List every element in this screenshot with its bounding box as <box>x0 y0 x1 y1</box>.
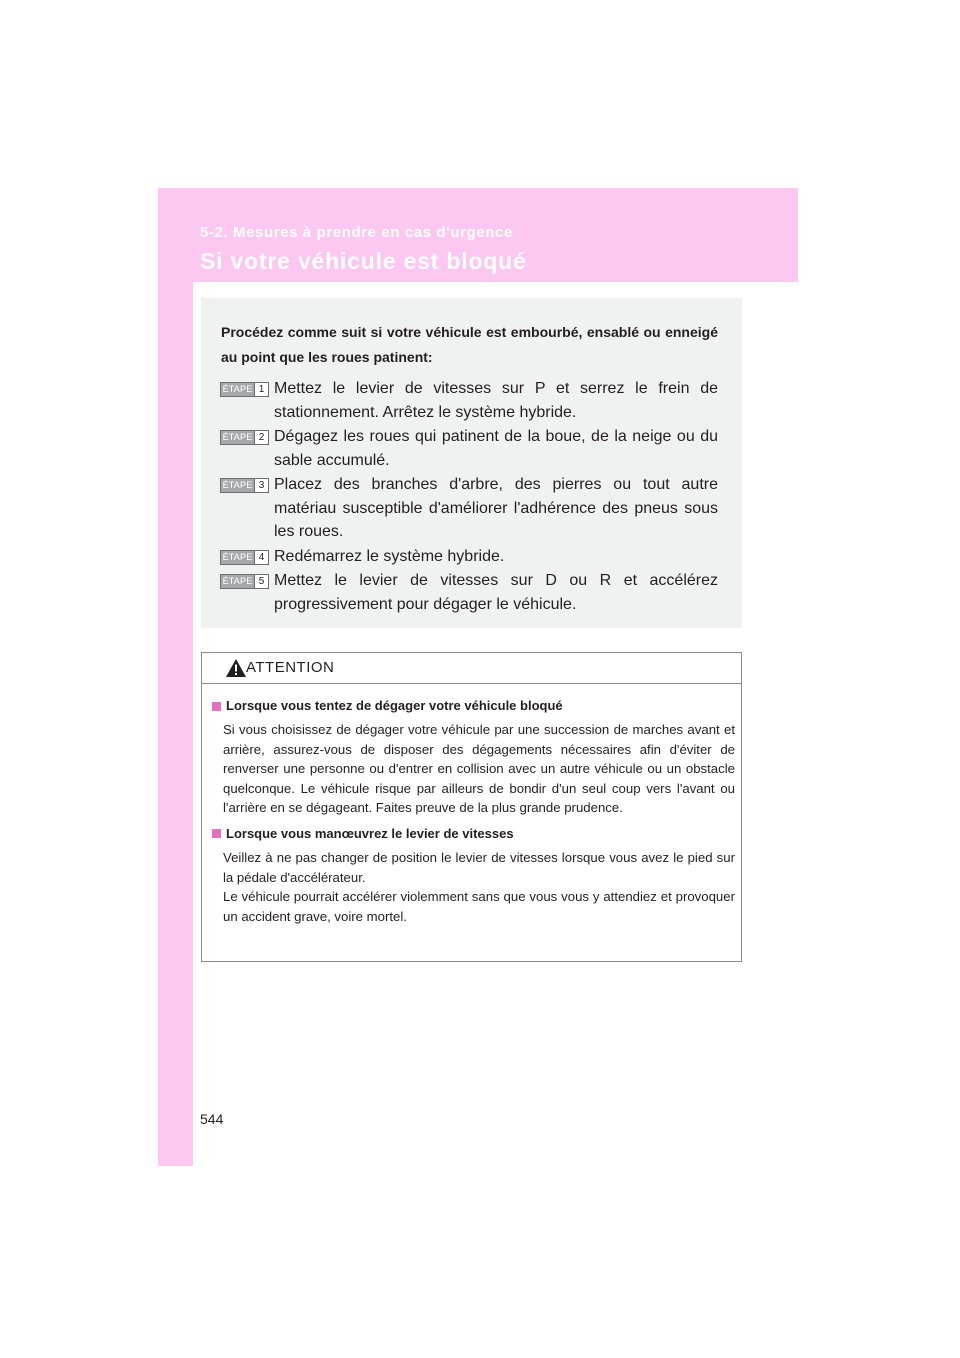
warning-heading: Lorsque vous tentez de dégager votre véhicule bloqué <box>226 698 563 713</box>
step-text: Dégagez les roues qui patinent de la boue, de la neige ou du sable accumulé. <box>274 428 718 469</box>
warning-heading-row <box>212 824 735 844</box>
step-badge <box>220 574 269 589</box>
square-bullet-icon <box>212 702 221 711</box>
step-number: 5 <box>254 575 268 588</box>
step-badge <box>220 550 269 565</box>
step-number: 4 <box>254 551 268 564</box>
step-5 <box>220 569 718 616</box>
step-text: Mettez le levier de vitesses sur P et serrez le frein de stationnement. Arrêtez le système hybride. <box>274 380 718 421</box>
section-label: 5-2. Mesures à prendre en cas d'urgence <box>200 224 513 241</box>
procedure-intro: Procédez comme suit si votre véhicule est embourbé, ensablé ou enneigé au point que les roues patinent: <box>221 324 718 365</box>
step-number: 3 <box>254 479 268 492</box>
procedure-box <box>201 298 742 628</box>
side-strip <box>158 188 193 1166</box>
warning-heading: Lorsque vous manœuvrez le levier de vitesses <box>226 825 514 841</box>
step-text: Mettez le levier de vitesses sur D ou R et accélérez progressivement pour dégager le véhicule. <box>274 572 718 613</box>
step-word: ÉTAPE <box>222 576 253 586</box>
step-text: Placez des branches d'arbre, des pierres ou tout autre matériau susceptible d'améliorer l'adhérence des pneus sous les roues. <box>274 476 718 540</box>
step-badge <box>220 430 269 445</box>
step-word: ÉTAPE <box>222 480 253 490</box>
warning-heading-row <box>212 696 735 716</box>
warning-text: Le véhicule pourrait accélérer violemment sans que vous vous y attendiez et provoquer un accident grave, voire mortel. <box>223 889 735 924</box>
page-title: Si votre véhicule est bloqué <box>200 248 527 274</box>
warning-item <box>212 824 735 926</box>
step-4 <box>220 545 718 569</box>
step-number: 1 <box>254 383 268 396</box>
attention-box <box>201 652 742 962</box>
attention-title: ATTENTION <box>246 659 335 676</box>
warning-triangle-icon <box>225 658 247 678</box>
attention-body <box>202 684 741 926</box>
step-2 <box>220 425 718 472</box>
page-number: 544 <box>200 1111 224 1127</box>
step-word: ÉTAPE <box>222 432 253 442</box>
square-bullet-icon <box>212 829 221 838</box>
attention-header <box>202 653 741 684</box>
step-text: Redémarrez le système hybride. <box>274 547 505 565</box>
step-word: ÉTAPE <box>222 551 253 562</box>
step-1 <box>220 377 718 424</box>
warning-item <box>212 696 735 818</box>
step-number: 2 <box>254 431 268 444</box>
step-word: ÉTAPE <box>222 384 253 394</box>
warning-text: Veillez à ne pas changer de position le levier de vitesses lorsque vous avez le pied sur la pédale d'accélérateur. <box>223 849 735 885</box>
warning-text: Si vous choisissez de dégager votre véhicule par une succession de marches avant et arrière, assurez-vous de disposer des dégagements nécessaires afin d'éviter de renverser une personne ou d'entrer en collision avec un autre véhicule ou un obstacle quelconque. Le véhicule risque par ailleurs de bondir d'un seul coup vers l'avant ou l'arrière en se dégageant. Faites preuve de la plus grande prudence. <box>223 722 735 816</box>
step-badge <box>220 382 269 397</box>
step-3 <box>220 473 718 544</box>
step-badge <box>220 478 269 493</box>
